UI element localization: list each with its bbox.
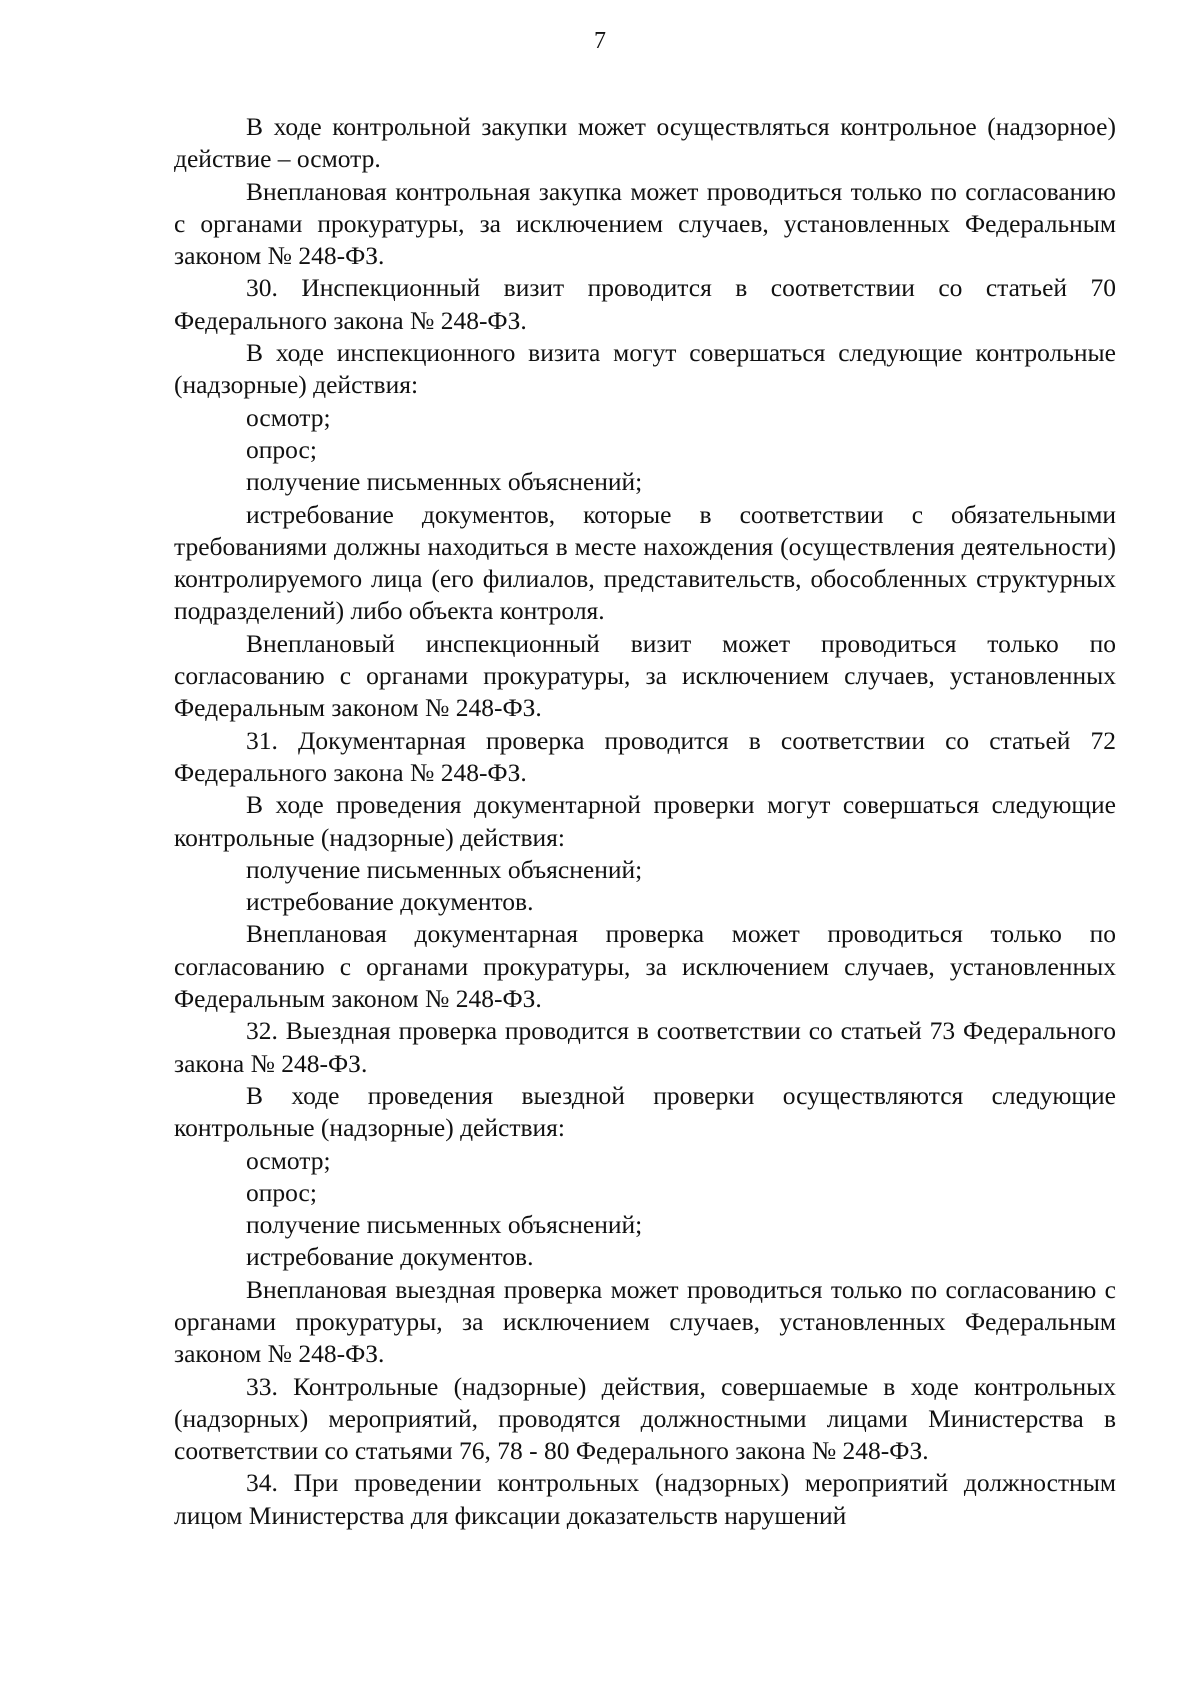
- page-number: 7: [594, 28, 606, 54]
- paragraph: Внеплановая контрольная закупка может проводиться только по согласованию с органами прокуратуры, за исключением случаев, установленных Федеральным законом № 248-ФЗ.: [174, 176, 1116, 271]
- list-item: истребование документов.: [246, 887, 534, 917]
- paragraph-clause-30: 30. Инспекционный визит проводится в соответствии со статьей 70 Федерального закона № 248-ФЗ.: [174, 273, 1116, 335]
- list-item: опрос;: [246, 1177, 317, 1207]
- paragraph: истребование документов, которые в соответствии с обязательными требованиями должны находиться в месте нахождения (осуществления деятельности) контролируемого лица (его филиалов, представительств, обособленных структурных подразделений) либо объекта контроля.: [174, 499, 1116, 626]
- paragraph-clause-32: 32. Выездная проверка проводится в соответствии со статьей 73 Федерального закона № 248-ФЗ.: [174, 1016, 1116, 1078]
- list-item: осмотр;: [246, 1145, 331, 1175]
- list-item: получение письменных объяснений;: [246, 854, 643, 884]
- paragraph: Внеплановая выездная проверка может проводиться только по согласованию с органами прокуратуры, за исключением случаев, установленных Федеральным законом № 248-ФЗ.: [174, 1274, 1116, 1369]
- list-item: получение письменных объяснений;: [246, 1210, 643, 1240]
- paragraph: Внеплановая документарная проверка может проводиться только по согласованию с органами прокуратуры, за исключением случаев, установленных Федеральным законом № 248-ФЗ.: [174, 919, 1116, 1014]
- paragraph: В ходе контрольной закупки может осуществляться контрольное (надзорное) действие – осмотр.: [174, 112, 1116, 174]
- list-item: осмотр;: [246, 402, 331, 432]
- paragraph: Внеплановый инспекционный визит может проводиться только по согласованию с органами прокуратуры, за исключением случаев, установленных Федеральным законом № 248-ФЗ.: [174, 628, 1116, 723]
- document-body: [174, 111, 1116, 1532]
- list-item: получение письменных объяснений;: [246, 467, 643, 497]
- paragraph: В ходе инспекционного визита могут совершаться следующие контрольные (надзорные) действия:: [174, 338, 1116, 400]
- paragraph: В ходе проведения документарной проверки могут совершаться следующие контрольные (надзорные) действия:: [174, 790, 1116, 852]
- paragraph-clause-33: 33. Контрольные (надзорные) действия, совершаемые в ходе контрольных (надзорных) мероприятий, проводятся должностными лицами Министерства в соответствии со статьями 76, 78 - 80 Федерального закона № 248-ФЗ.: [174, 1371, 1116, 1466]
- paragraph: В ходе проведения выездной проверки осуществляются следующие контрольные (надзорные) действия:: [174, 1080, 1116, 1143]
- list-item: истребование документов.: [246, 1242, 534, 1272]
- paragraph-clause-34: 34. При проведении контрольных (надзорных) мероприятий должностным лицом Министерства для фиксации доказательств нарушений: [174, 1468, 1116, 1530]
- paragraph-clause-31: 31. Документарная проверка проводится в соответствии со статьей 72 Федерального закона № 248-ФЗ.: [174, 725, 1116, 787]
- list-item: опрос;: [246, 434, 317, 464]
